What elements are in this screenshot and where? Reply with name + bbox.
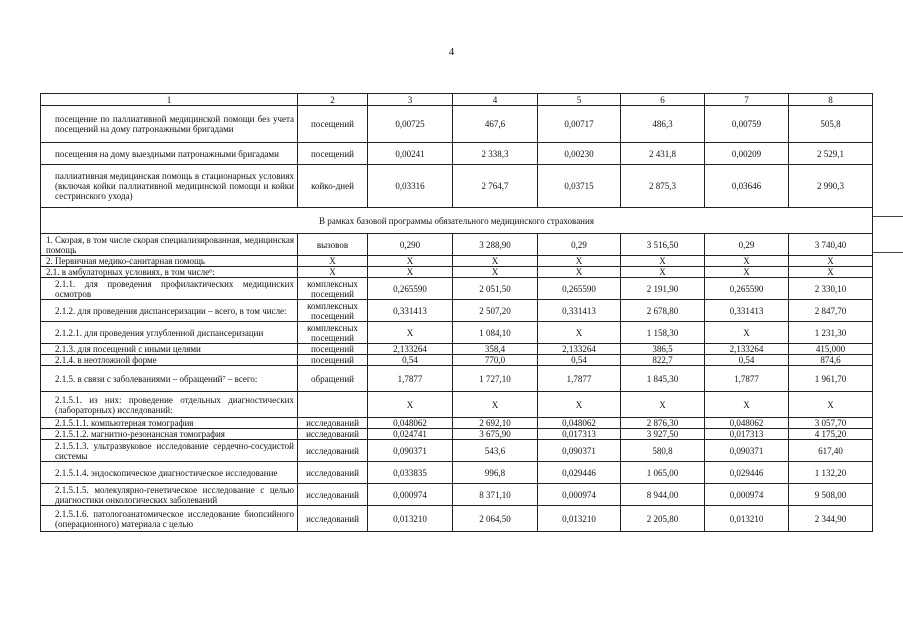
row-value: 2 507,20 xyxy=(453,300,538,322)
row-value: 0,265590 xyxy=(538,278,621,300)
row-value: Х xyxy=(705,267,789,278)
row-description: 2.1.4. в неотложной форме xyxy=(41,355,298,366)
row-unit: койко-дней xyxy=(298,165,368,208)
data-table xyxy=(40,93,873,532)
table-row xyxy=(41,418,873,429)
row-value: 2 847,70 xyxy=(789,300,873,322)
row-value: 486,3 xyxy=(621,106,705,143)
table-row xyxy=(41,267,873,278)
row-value: 2 692,10 xyxy=(453,418,538,429)
table-row xyxy=(41,234,873,256)
row-value: 3 740,40 xyxy=(789,234,873,256)
header-row xyxy=(41,94,873,106)
row-value: 1 065,00 xyxy=(621,462,705,484)
header-cell: 1 xyxy=(41,94,298,106)
table-row xyxy=(41,366,873,392)
row-description: посещения на дому выездными патронажными бригадами xyxy=(41,143,298,165)
header-cell: 5 xyxy=(538,94,621,106)
scan-line xyxy=(873,216,903,217)
section-title: В рамках базовой программы обязательного медицинского страхования xyxy=(41,208,873,234)
row-value: 505,8 xyxy=(789,106,873,143)
table-row xyxy=(41,440,873,462)
row-value: 2 338,3 xyxy=(453,143,538,165)
header-cell: 3 xyxy=(368,94,453,106)
row-description: 2.1.5. в связи с заболеваниями – обращений⁷ – всего: xyxy=(41,366,298,392)
row-description: 2.1.5.1. из них: проведение отдельных диагностических (лабораторных) исследований: xyxy=(41,392,298,418)
row-value: 2 431,8 xyxy=(621,143,705,165)
row-value: Х xyxy=(789,392,873,418)
row-description: паллиативная медицинская помощь в стационарных условиях (включая койки паллиативной медицинской помощи и койки сестринского ухода) xyxy=(41,165,298,208)
row-value: 386,5 xyxy=(621,344,705,355)
row-unit: исследований xyxy=(298,462,368,484)
row-value: 822,7 xyxy=(621,355,705,366)
row-value: 0,00717 xyxy=(538,106,621,143)
row-value: 0,03715 xyxy=(538,165,621,208)
row-value: 0,048062 xyxy=(538,418,621,429)
table-row xyxy=(41,355,873,366)
row-value: 1 084,10 xyxy=(453,322,538,344)
row-description: 2. Первичная медико-санитарная помощь xyxy=(41,256,298,267)
row-value: Х xyxy=(789,267,873,278)
table-row xyxy=(41,256,873,267)
row-value: Х xyxy=(368,322,453,344)
row-value: 580,8 xyxy=(621,440,705,462)
table-row xyxy=(41,322,873,344)
row-value: 0,03316 xyxy=(368,165,453,208)
scan-line xyxy=(873,252,903,253)
row-unit xyxy=(298,392,368,418)
row-value: 9 508,00 xyxy=(789,484,873,506)
row-value: 0,013210 xyxy=(368,506,453,532)
row-value: 617,40 xyxy=(789,440,873,462)
row-description: 2.1.3. для посещений с иными целями xyxy=(41,344,298,355)
row-value: 2 191,90 xyxy=(621,278,705,300)
row-value: Х xyxy=(368,267,453,278)
row-value: 3 675,90 xyxy=(453,429,538,440)
row-unit: Х xyxy=(298,267,368,278)
row-value: 4 175,20 xyxy=(789,429,873,440)
row-value: 2,133264 xyxy=(368,344,453,355)
row-value: Х xyxy=(368,392,453,418)
row-value: 0,000974 xyxy=(705,484,789,506)
row-value: 543,6 xyxy=(453,440,538,462)
row-value: 0,090371 xyxy=(368,440,453,462)
row-value: 0,029446 xyxy=(538,462,621,484)
row-value: 2 205,80 xyxy=(621,506,705,532)
table-row xyxy=(41,344,873,355)
row-value: 0,00725 xyxy=(368,106,453,143)
row-value: 0,000974 xyxy=(368,484,453,506)
row-value: 996,8 xyxy=(453,462,538,484)
row-description: 2.1.5.1.3. ультразвуковое исследование сердечно-сосудистой системы xyxy=(41,440,298,462)
row-value: Х xyxy=(705,392,789,418)
row-value: 0,265590 xyxy=(368,278,453,300)
row-value: 0,024741 xyxy=(368,429,453,440)
row-value: 3 927,50 xyxy=(621,429,705,440)
row-value: 2 051,50 xyxy=(453,278,538,300)
row-value: Х xyxy=(621,267,705,278)
row-value: 2 764,7 xyxy=(453,165,538,208)
row-unit: обращений xyxy=(298,366,368,392)
row-description: 1. Скорая, в том числе скорая специализированная, медицинская помощь xyxy=(41,234,298,256)
row-value: 1 727,10 xyxy=(453,366,538,392)
row-description: 2.1.5.1.6. патологоанатомическое исследование биопсийного (операционного) материала с целью xyxy=(41,506,298,532)
row-value: 0,00209 xyxy=(705,143,789,165)
row-value: Х xyxy=(538,267,621,278)
table-row xyxy=(41,143,873,165)
row-value: Х xyxy=(705,256,789,267)
row-value: Х xyxy=(538,256,621,267)
table-row xyxy=(41,392,873,418)
row-value: 1,7877 xyxy=(368,366,453,392)
header-cell: 2 xyxy=(298,94,368,106)
row-value: 0,265590 xyxy=(705,278,789,300)
row-value: 0,03646 xyxy=(705,165,789,208)
row-value: Х xyxy=(621,392,705,418)
row-unit: посещений xyxy=(298,106,368,143)
row-value: 1,7877 xyxy=(538,366,621,392)
row-value: 0,017313 xyxy=(538,429,621,440)
row-value: 1 845,30 xyxy=(621,366,705,392)
row-value: 2,133264 xyxy=(538,344,621,355)
table-row xyxy=(41,462,873,484)
table-row xyxy=(41,106,873,143)
row-value: 1 231,30 xyxy=(789,322,873,344)
row-description: 2.1.5.1.5. молекулярно-генетическое исследование с целью диагностики онкологических заболеваний xyxy=(41,484,298,506)
row-value: 2 064,50 xyxy=(453,506,538,532)
row-value: Х xyxy=(789,256,873,267)
row-unit: комплексных посещений xyxy=(298,300,368,322)
row-value: 874,6 xyxy=(789,355,873,366)
table-row xyxy=(41,278,873,300)
row-value: Х xyxy=(368,256,453,267)
row-value: 1 961,70 xyxy=(789,366,873,392)
row-unit: посещений xyxy=(298,143,368,165)
row-value: 0,54 xyxy=(538,355,621,366)
row-unit: исследований xyxy=(298,440,368,462)
row-description: 2.1.2. для проведения диспансеризации – всего, в том числе: xyxy=(41,300,298,322)
row-unit: исследований xyxy=(298,506,368,532)
row-value: 0,00241 xyxy=(368,143,453,165)
row-value: 0,033835 xyxy=(368,462,453,484)
row-unit: исследований xyxy=(298,484,368,506)
row-value: Х xyxy=(538,322,621,344)
page-number: 4 xyxy=(448,46,455,58)
row-value: 0,29 xyxy=(705,234,789,256)
row-description: 2.1.5.1.1. компьютерная томография xyxy=(41,418,298,429)
row-value: 1 132,20 xyxy=(789,462,873,484)
header-cell: 8 xyxy=(789,94,873,106)
row-value: 0,331413 xyxy=(705,300,789,322)
row-value: 0,54 xyxy=(705,355,789,366)
row-value: 467,6 xyxy=(453,106,538,143)
row-value: Х xyxy=(621,256,705,267)
row-value: 2 875,3 xyxy=(621,165,705,208)
row-value: 0,017313 xyxy=(705,429,789,440)
row-description: 2.1.2.1. для проведения углубленной диспансеризации xyxy=(41,322,298,344)
row-value: 2 529,1 xyxy=(789,143,873,165)
row-value: 1,7877 xyxy=(705,366,789,392)
row-value: 2 990,3 xyxy=(789,165,873,208)
row-description: 2.1.1. для проведения профилактических медицинских осмотров xyxy=(41,278,298,300)
row-value: Х xyxy=(453,256,538,267)
table-row xyxy=(41,429,873,440)
table-row xyxy=(41,506,873,532)
row-value: 0,013210 xyxy=(538,506,621,532)
header-cell: 4 xyxy=(453,94,538,106)
row-value: 0,048062 xyxy=(705,418,789,429)
row-value: 0,290 xyxy=(368,234,453,256)
header-cell: 6 xyxy=(621,94,705,106)
row-value: 0,090371 xyxy=(705,440,789,462)
section-row xyxy=(41,208,873,234)
row-value: 2 678,80 xyxy=(621,300,705,322)
row-value: 8 371,10 xyxy=(453,484,538,506)
row-value: 415,000 xyxy=(789,344,873,355)
row-unit: вызовов xyxy=(298,234,368,256)
row-description: 2.1. в амбулаторных условиях, в том числе⁶: xyxy=(41,267,298,278)
row-description: посещение по паллиативной медицинской помощи без учета посещений на дому патронажными бригадами xyxy=(41,106,298,143)
row-value: 0,048062 xyxy=(368,418,453,429)
row-value: 0,013210 xyxy=(705,506,789,532)
row-value: 0,54 xyxy=(368,355,453,366)
row-value: 1 158,30 xyxy=(621,322,705,344)
row-value: 0,029446 xyxy=(705,462,789,484)
row-value: 0,090371 xyxy=(538,440,621,462)
row-value: 2,133264 xyxy=(705,344,789,355)
row-value: 0,000974 xyxy=(538,484,621,506)
row-value: 8 944,00 xyxy=(621,484,705,506)
row-unit: Х xyxy=(298,256,368,267)
row-value: 0,29 xyxy=(538,234,621,256)
row-unit: посещений xyxy=(298,344,368,355)
row-description: 2.1.5.1.2. магнитно-резонансная томография xyxy=(41,429,298,440)
row-value: Х xyxy=(453,392,538,418)
row-value: 0,00230 xyxy=(538,143,621,165)
table-row xyxy=(41,165,873,208)
row-value: 2 344,90 xyxy=(789,506,873,532)
row-unit: исследований xyxy=(298,429,368,440)
row-unit: посещений xyxy=(298,355,368,366)
row-value: 2 876,30 xyxy=(621,418,705,429)
row-value: 770,0 xyxy=(453,355,538,366)
row-value: 358,4 xyxy=(453,344,538,355)
row-value: 3 057,70 xyxy=(789,418,873,429)
header-cell: 7 xyxy=(705,94,789,106)
table-row xyxy=(41,484,873,506)
row-value: Х xyxy=(453,267,538,278)
row-value: Х xyxy=(705,322,789,344)
row-value: 0,331413 xyxy=(368,300,453,322)
row-value: Х xyxy=(538,392,621,418)
row-unit: исследований xyxy=(298,418,368,429)
row-value: 3 288,90 xyxy=(453,234,538,256)
row-value: 0,00759 xyxy=(705,106,789,143)
row-unit: комплексных посещений xyxy=(298,322,368,344)
row-value: 2 330,10 xyxy=(789,278,873,300)
row-unit: комплексных посещений xyxy=(298,278,368,300)
row-value: 3 516,50 xyxy=(621,234,705,256)
row-description: 2.1.5.1.4. эндоскопическое диагностическое исследование xyxy=(41,462,298,484)
table-row xyxy=(41,300,873,322)
row-value: 0,331413 xyxy=(538,300,621,322)
